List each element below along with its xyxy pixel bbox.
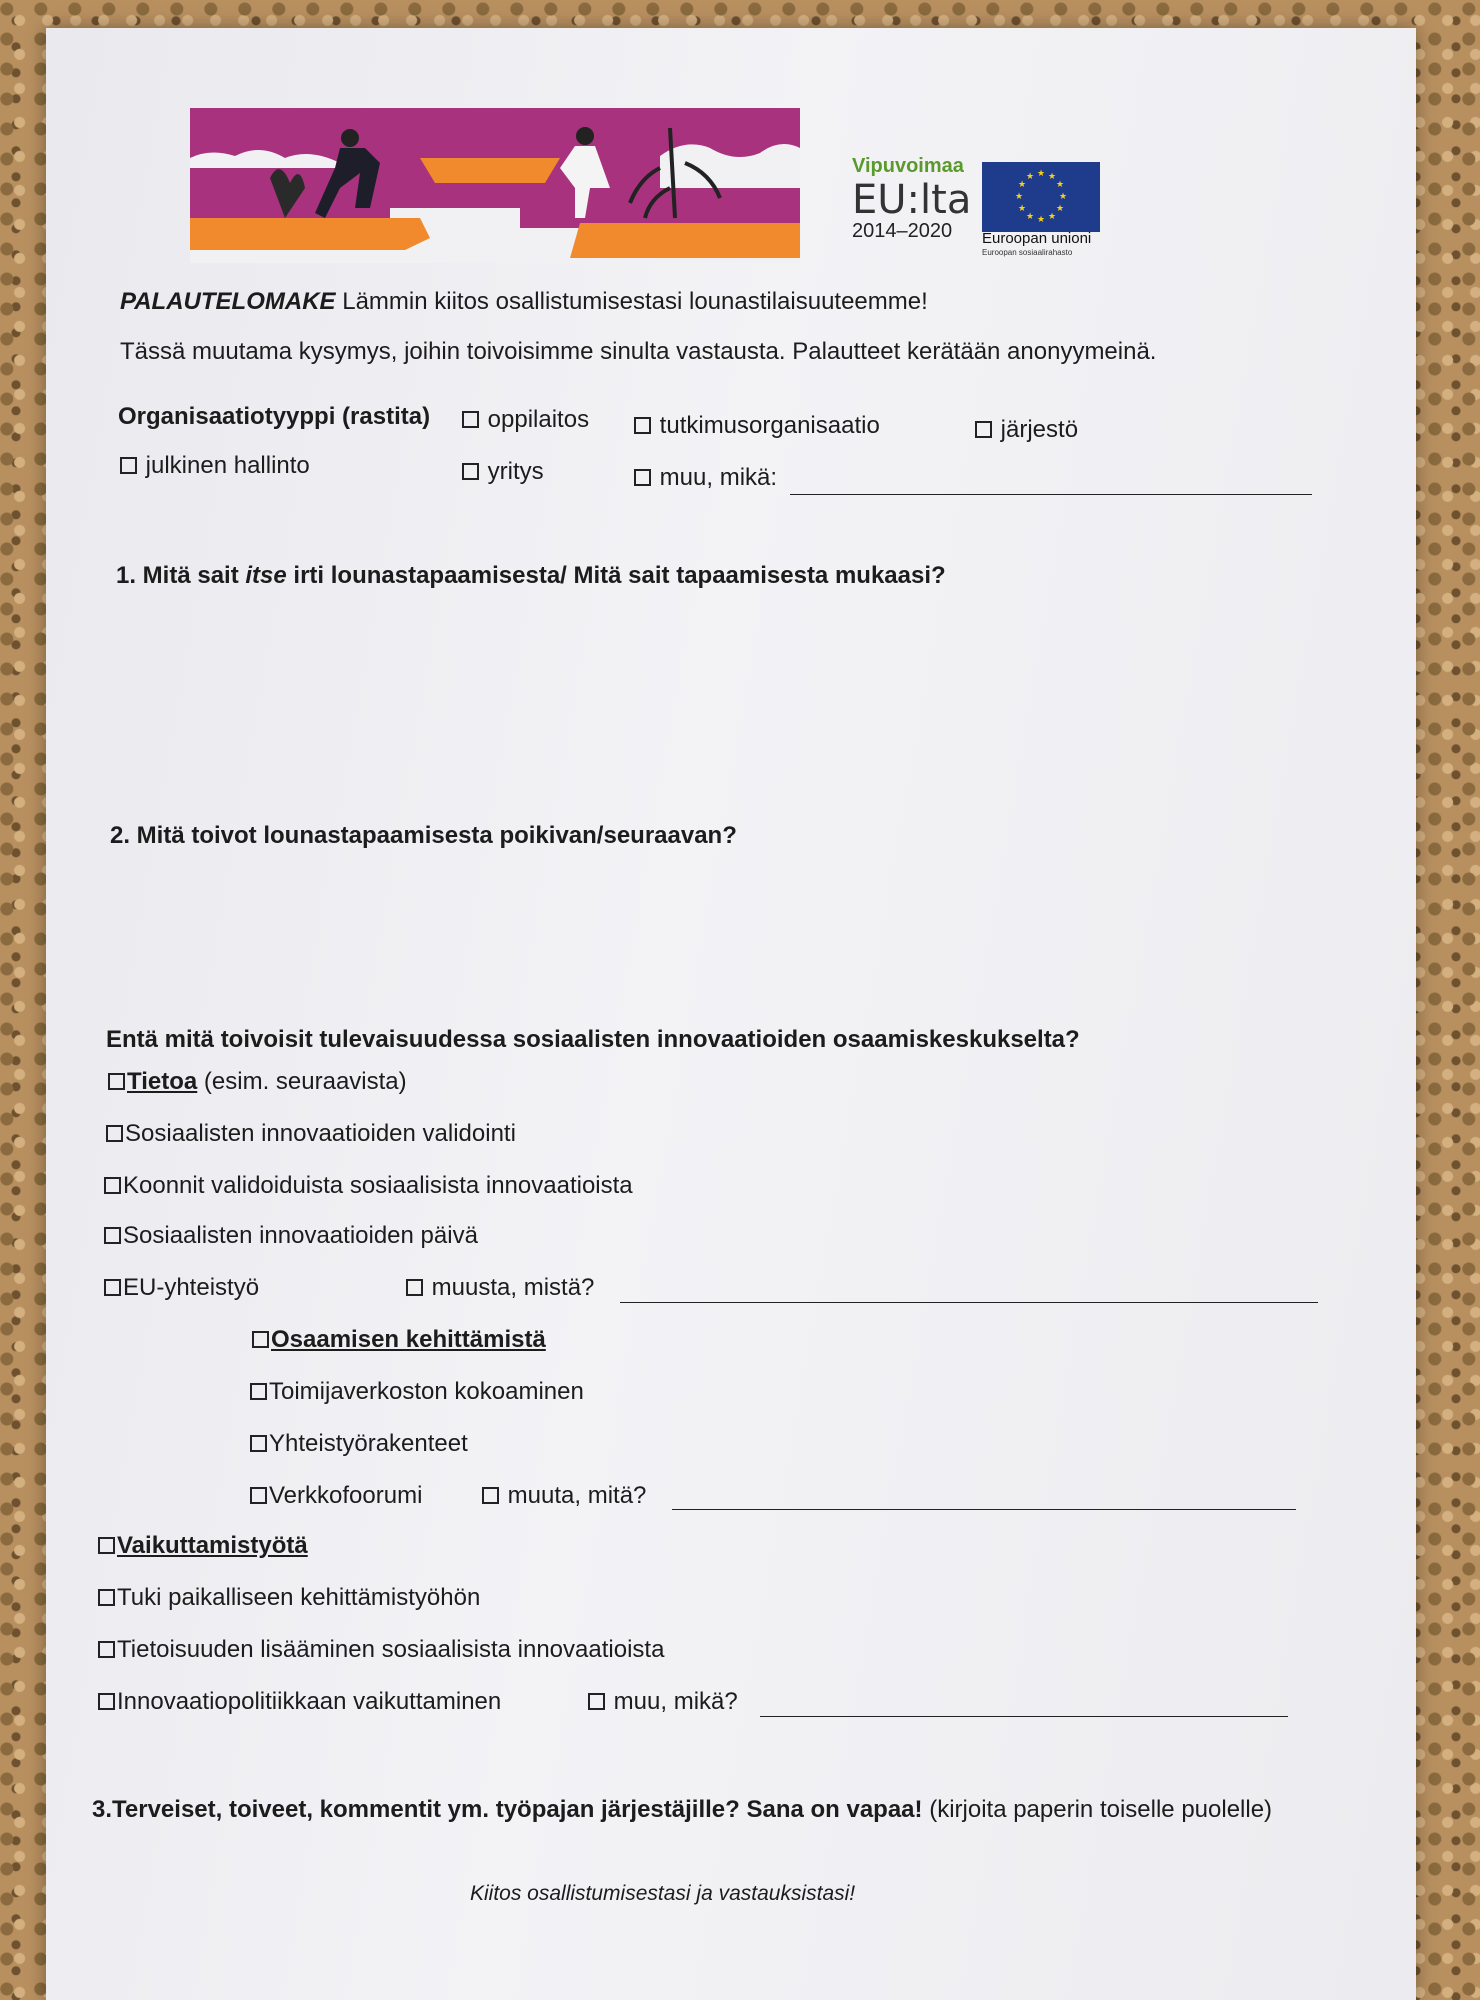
checkbox[interactable] <box>120 457 137 474</box>
eulta-text: EU:lta <box>852 177 972 223</box>
checkbox[interactable] <box>250 1487 267 1504</box>
svg-text:★: ★ <box>1025 172 1035 182</box>
checkbox[interactable] <box>462 463 479 480</box>
checkbox[interactable] <box>108 1073 125 1090</box>
q3-normal: (kirjoita paperin toiselle puolelle) <box>922 1796 1273 1823</box>
org-option-tutkimusorganisaatio[interactable] <box>634 412 880 440</box>
checkbox[interactable] <box>250 1383 267 1400</box>
option-label: muu, mikä: <box>659 464 778 491</box>
checkbox[interactable] <box>462 411 479 428</box>
option-label: Koonnit validoiduista sosiaalisista innovaatioista <box>123 1172 633 1199</box>
eu-subcaption: Euroopan sosiaalirahasto <box>982 248 1073 257</box>
option-label: Tietoisuuden lisääminen sosiaalisista innovaatioista <box>117 1636 665 1663</box>
q1-prefix: 1. Mitä sait <box>116 562 246 589</box>
vipuvoimaa-text: Vipuvoimaa <box>852 155 964 177</box>
intro-line-2: Tässä muutama kysymys, joihin toivoisimme sinulta vastausta. Palautteet kerätään anonyymeinä. <box>120 338 1157 365</box>
checkbox[interactable] <box>98 1589 115 1606</box>
checkbox[interactable] <box>482 1487 499 1504</box>
checkbox[interactable] <box>588 1693 605 1710</box>
option-osaamisen-kehittaminen[interactable] <box>252 1326 546 1354</box>
svg-text:★: ★ <box>1014 192 1024 202</box>
tietoa-label: Tietoa <box>127 1068 198 1095</box>
checkbox[interactable] <box>634 469 651 486</box>
option-label: muuta, mitä? <box>507 1482 647 1509</box>
checkbox[interactable] <box>104 1279 121 1296</box>
option-muuta[interactable] <box>482 1482 646 1510</box>
option-muu-mika[interactable] <box>588 1688 738 1716</box>
checkbox[interactable] <box>250 1435 267 1452</box>
eu-flag-icon <box>982 162 1100 232</box>
tietoa-suffix: (esim. seuraavista) <box>197 1068 407 1095</box>
option-label: järjestö <box>1000 416 1079 443</box>
years-text: 2014–2020 <box>852 220 953 242</box>
checkbox[interactable] <box>98 1693 115 1710</box>
option-koonnit[interactable] <box>104 1172 633 1200</box>
org-option-muu[interactable] <box>634 464 777 492</box>
checkbox[interactable] <box>98 1641 115 1658</box>
org-option-julkinen-hallinto[interactable] <box>120 452 310 480</box>
muu-mika-answer-line[interactable] <box>760 1716 1288 1717</box>
checkbox[interactable] <box>252 1331 269 1348</box>
vipuvoimaa-logo <box>852 155 971 243</box>
vaikuttaminen-label: Vaikuttamistyötä <box>117 1532 308 1559</box>
option-tuki[interactable] <box>98 1584 480 1612</box>
option-label: tutkimusorganisaatio <box>659 412 880 439</box>
muusta-answer-line[interactable] <box>620 1302 1318 1303</box>
option-innovaatiopolitiikka[interactable] <box>98 1688 501 1716</box>
svg-text:★: ★ <box>1058 192 1068 202</box>
intro-thanks: Lämmin kiitos osallistumisestasi lounastilaisuuteemme! <box>342 288 928 315</box>
org-option-jarjesto[interactable] <box>975 416 1078 444</box>
option-validointi[interactable] <box>106 1120 516 1148</box>
org-type-label: Organisaatiotyyppi (rastita) <box>118 403 431 430</box>
question-1 <box>116 562 946 590</box>
eu-caption: Euroopan unioni <box>982 230 1092 247</box>
svg-text:★: ★ <box>1047 212 1057 222</box>
option-label: Sosiaalisten innovaatioiden päivä <box>123 1222 478 1249</box>
q1-suffix: irti lounastapaamisesta/ Mitä sait tapaamisesta mukaasi? <box>286 562 946 589</box>
intro-line-1 <box>120 288 928 316</box>
option-yhteistyorakenteet[interactable] <box>250 1430 468 1458</box>
q1-emphasis: itse <box>245 562 287 589</box>
svg-text:★: ★ <box>1047 172 1057 182</box>
option-label: oppilaitos <box>487 406 590 433</box>
option-label: Toimijaverkoston kokoaminen <box>269 1378 584 1405</box>
q2-answer-area[interactable] <box>110 860 1310 1010</box>
option-tietoa[interactable] <box>108 1068 407 1096</box>
muuta-answer-line[interactable] <box>672 1509 1296 1510</box>
osaaminen-label: Osaamisen kehittämistä <box>271 1326 546 1353</box>
checkbox[interactable] <box>106 1125 123 1142</box>
option-muusta[interactable] <box>406 1274 594 1302</box>
header-illustration <box>190 108 800 263</box>
org-other-answer-line[interactable] <box>790 494 1312 495</box>
option-vaikuttamistyo[interactable] <box>98 1532 308 1560</box>
option-label: muusta, mistä? <box>431 1274 595 1301</box>
svg-text:★: ★ <box>1036 215 1046 225</box>
svg-text:★: ★ <box>1017 204 1027 214</box>
option-label: EU-yhteistyö <box>123 1274 260 1301</box>
option-label: yritys <box>487 458 544 485</box>
option-label: Innovaatiopolitiikkaan vaikuttaminen <box>117 1688 502 1715</box>
org-option-oppilaitos[interactable] <box>462 406 589 434</box>
footer-thanks: Kiitos osallistumisestasi ja vastauksistasi! <box>470 1882 856 1905</box>
checkbox[interactable] <box>406 1279 423 1296</box>
svg-text:★: ★ <box>1036 169 1046 179</box>
option-eu-yhteistyo[interactable] <box>104 1274 259 1302</box>
option-label: Yhteistyörakenteet <box>269 1430 468 1457</box>
option-label: Verkkofoorumi <box>269 1482 423 1509</box>
option-toimijaverkosto[interactable] <box>250 1378 584 1406</box>
option-label: Sosiaalisten innovaatioiden validointi <box>125 1120 516 1147</box>
option-label: Tuki paikalliseen kehittämistyöhön <box>117 1584 481 1611</box>
option-verkkofoorumi[interactable] <box>250 1482 422 1510</box>
option-label: muu, mikä? <box>613 1688 738 1715</box>
question-3 <box>92 1796 1272 1824</box>
option-label: julkinen hallinto <box>145 452 310 479</box>
q3-bold: 3.Terveiset, toiveet, kommentit ym. työpajan järjestäjille? Sana on vapaa! <box>92 1796 923 1823</box>
checkbox[interactable] <box>98 1537 115 1554</box>
svg-text:★: ★ <box>1025 212 1035 222</box>
option-paiva[interactable] <box>104 1222 478 1250</box>
form-title: PALAUTELOMAKE <box>120 288 336 315</box>
svg-text:★: ★ <box>1055 180 1065 190</box>
checkbox[interactable] <box>104 1227 121 1244</box>
svg-text:★: ★ <box>1055 204 1065 214</box>
future-question: Entä mitä toivoisit tulevaisuudessa sosiaalisten innovaatioiden osaamiskeskukselta? <box>106 1026 1080 1053</box>
q1-answer-area[interactable] <box>116 600 1316 800</box>
question-2: 2. Mitä toivot lounastapaamisesta poikivan/seuraavan? <box>110 822 737 849</box>
org-option-yritys[interactable] <box>462 458 544 486</box>
option-tietoisuus[interactable] <box>98 1636 664 1664</box>
svg-text:★: ★ <box>1017 180 1027 190</box>
checkbox[interactable] <box>104 1177 121 1194</box>
checkbox[interactable] <box>975 421 992 438</box>
checkbox[interactable] <box>634 417 651 434</box>
